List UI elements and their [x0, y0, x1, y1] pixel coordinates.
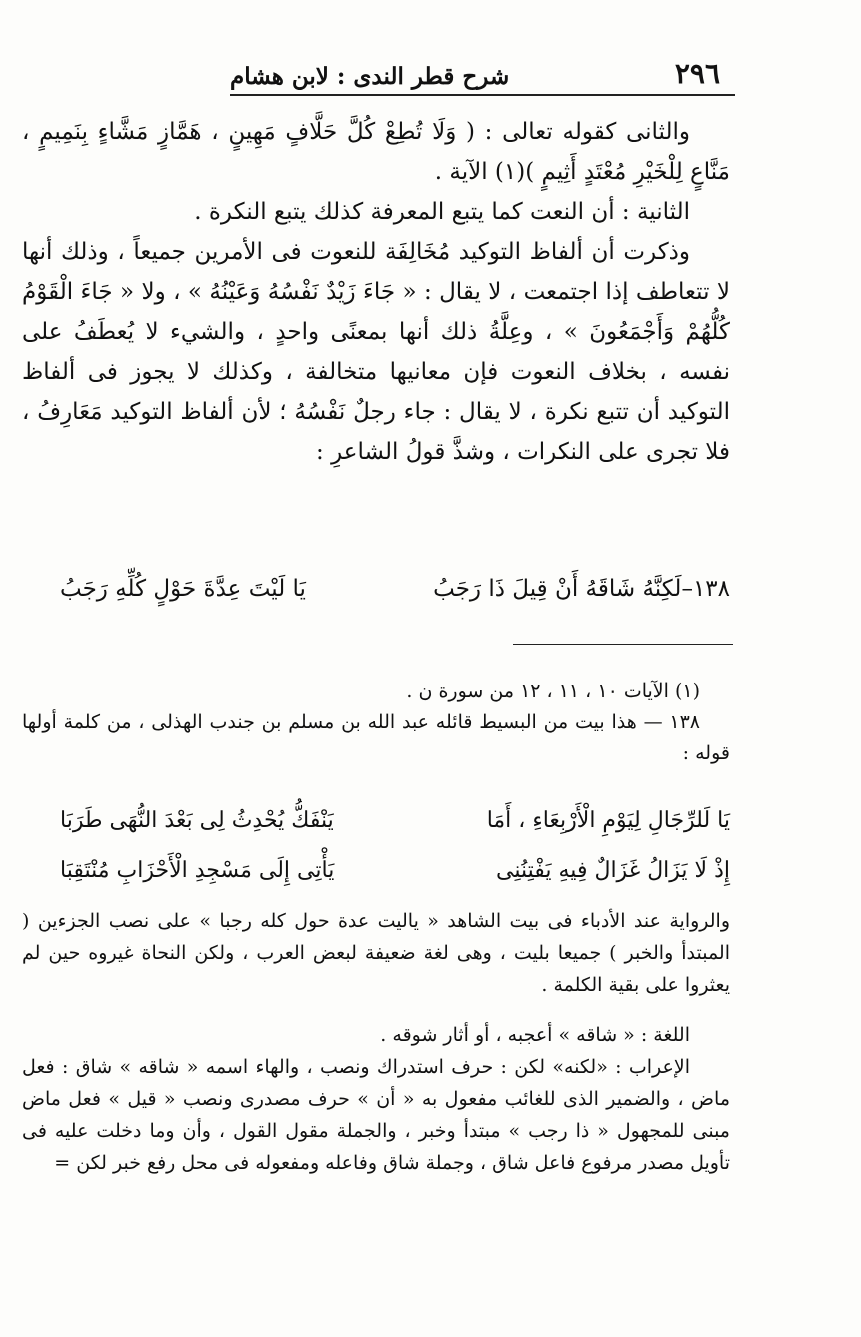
- paragraph-quran-quote: والثانى كقوله تعالى : ( وَلَا تُطِعْ كُلَّ حَلَّافٍ مَهِينٍ ، هَمَّازٍ مَشَّاءٍ بِنَمِيمٍ ، مَنَّاعٍ لِلْخَيْرِ مُعْتَدٍ أَثِيمٍ )(١) الآية .: [22, 119, 730, 185]
- footnotes: [22, 676, 730, 769]
- page-number: ٢٩٦: [674, 57, 720, 90]
- poem-line-1-second: يَنْفَكُّ يُحْدِثُ لِى بَعْدَ النُّهَى طَرَبَا: [60, 808, 334, 833]
- verse-number: ١٣٨–: [681, 576, 730, 602]
- paragraph-second-point: الثانية : أن النعت كما يتبع المعرفة كذلك يتبع النكرة .: [194, 199, 690, 225]
- footnote-138: ١٣٨ — هذا بيت من البسيط قائله عبد الله بن مسلم بن جندب الهذلى ، من كلمة أولها قوله :: [22, 711, 730, 764]
- footnote-1: (١) الآيات ١٠ ، ١١ ، ١٢ من سورة ن .: [406, 680, 700, 702]
- lugha-note: اللغة : « شاقه » أعجبه ، أو أثار شوقه .: [380, 1024, 690, 1046]
- irab-note: الإعراب : «لكنه» لكن : حرف استدراك ونصب ، والهاء اسمه « شاقه » شاق : فعل ماض ، والضمير الذى للغائب مفعول به « أن » حرف مصدرى ونصب « قيل » فعل ماض مبنى للمجهول « ذا رجب » مبتدأ وخبر ، والجملة مقول القول ، وأن وما دخلت عليه فى تأويل مصدر مرفوع فاعل شاق ، وجملة شاق وفاعله ومفعوله فى محل رفع خبر لكن =: [22, 1056, 730, 1174]
- paragraph-emphasis-rules: وذكرت أن ألفاظ التوكيد مُخَالِفَة للنعوت فى الأمرين جميعاً ، وذلك أنها لا تتعاطف إذا اجتمعت ، لا يقال : « جَاءَ زَيْدٌ نَفْسُهُ وَعَيْنُهُ » ، ولا « جَاءَ الْقَوْمُ كُلُّهُمْ وَأَجْمَعُونَ » ، وعِلَّةُ ذلك أنها بمعنًى واحدٍ ، والشيء لا يُعطَفُ على نفسه ، بخلاف النعوت فإن معانيها متخالفة ، وكذلك لا يجوز فى ألفاظ التوكيد أن تتبع نكرة ، لا يقال : جاء رجلٌ نَفْسُهُ ؛ لأن ألفاظ التوكيد مَعَارِفُ ، فلا تجرى على النكرات ، وشذَّ قولُ الشاعرِ :: [22, 239, 730, 465]
- main-text: [22, 112, 730, 472]
- verse-first-hemistich: [433, 576, 730, 602]
- verse-first-text: لَكِنَّهُ شَاقَهُ أَنْ قِيلَ ذَا رَجَبُ: [433, 576, 682, 602]
- running-title: شرح قطر الندى : لابن هشام: [230, 63, 510, 90]
- riwaya-note: والرواية عند الأدباء فى بيت الشاهد « ياليت عدة حول كله رجبا » على نصب الجزءين ( المبتدأ والخبر ) جميعا بليت ، وهى لغة ضعيفة لبعض العرب ، ولكن النحاة غيروه حين لم يعثروا على بقية الكلمة .: [22, 910, 730, 996]
- poem-line-2-second: يَأْتِى إِلَى مَسْجِدِ الْأَحْزَابِ مُنْتَقِبَا: [60, 858, 335, 883]
- poem-line-1: [60, 808, 730, 833]
- footnote-divider: [513, 644, 733, 645]
- verse-second-hemistich: يَا لَيْتَ عِدَّةَ حَوْلٍ كُلِّهِ رَجَبُ: [60, 576, 306, 602]
- page-header: [230, 38, 720, 90]
- poem-line-2-first: إِذْ لَا يَزَالُ غَزَالٌ فِيهِ يَفْتِنُنِى: [496, 858, 730, 883]
- footnotes-continued: [22, 905, 730, 1179]
- poem-line-2: [60, 858, 730, 883]
- verse-138: [60, 576, 730, 602]
- header-divider: [230, 94, 735, 96]
- poem-line-1-first: يَا لَلرِّجَالِ لِيَوْمِ الْأَرْبِعَاءِ ، أَمَا: [486, 808, 730, 833]
